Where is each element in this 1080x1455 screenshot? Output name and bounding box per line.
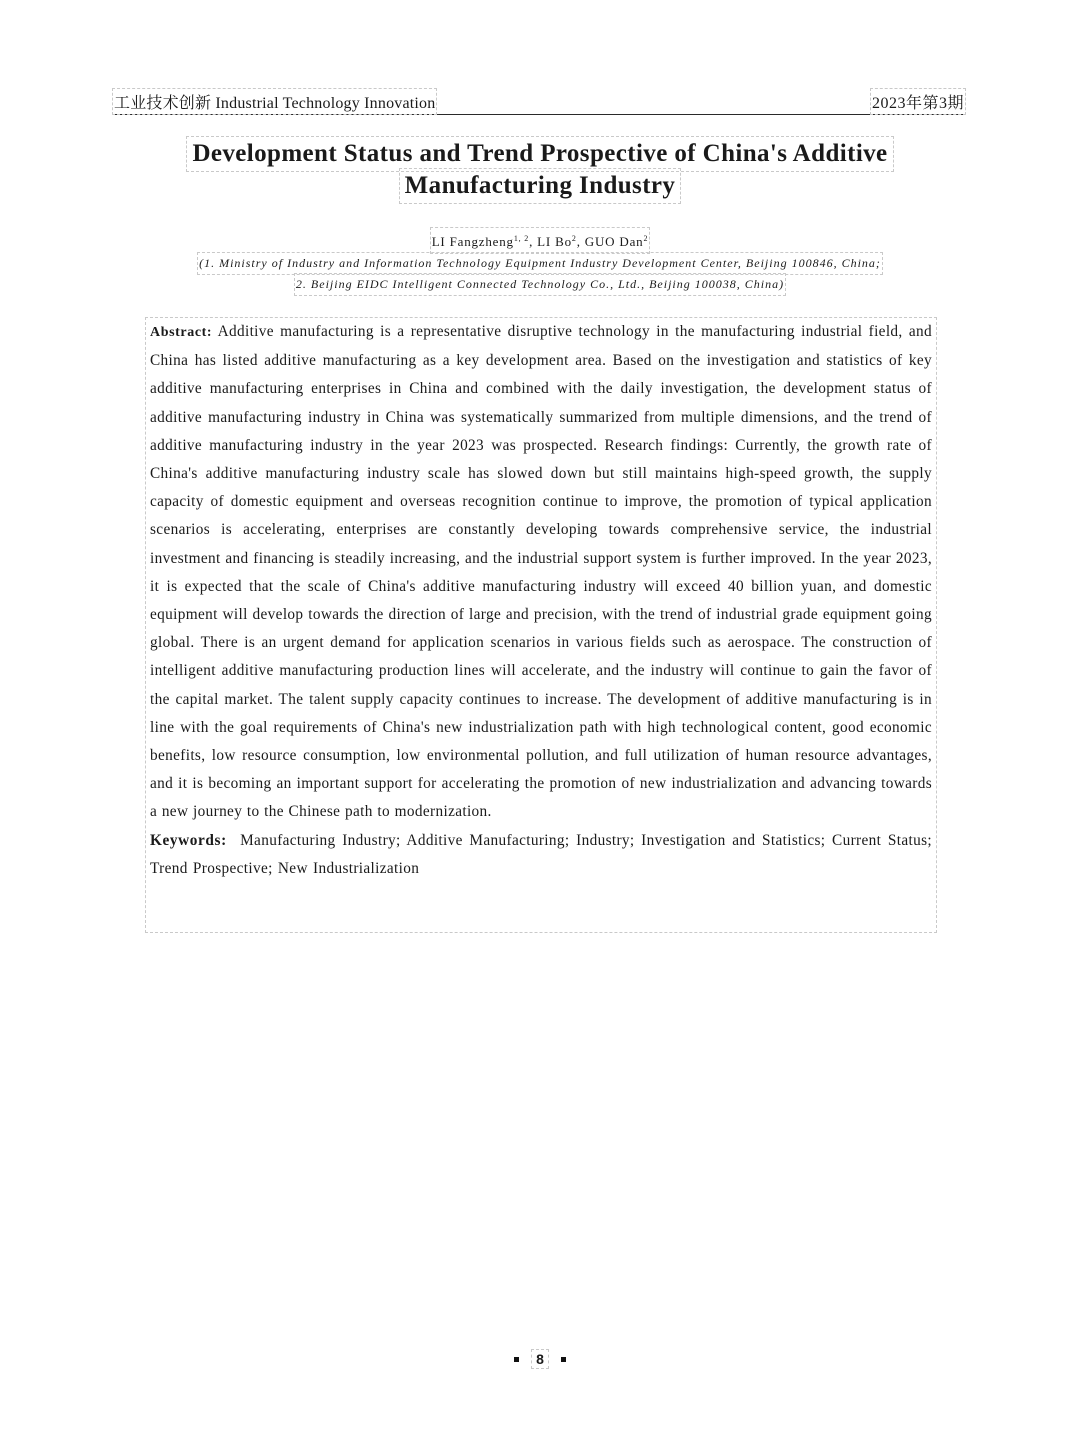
paper-title	[0, 138, 1080, 202]
keywords-body: Manufacturing Industry; Additive Manufacturing; Industry; Investigation and Statistics; Current Status; Trend Prospective; New Industrialization	[150, 831, 932, 877]
abstract-section	[146, 318, 936, 932]
author-separator: ,	[576, 234, 585, 249]
affiliation-line-2: 2. Beijing EIDC Intelligent Connected Technology Co., Ltd., Beijing 100038, China)	[296, 275, 784, 294]
bullet-square-icon	[514, 1357, 519, 1362]
author-affiliation-mark: 2	[643, 234, 649, 243]
issue-label: 2023年第3期	[872, 90, 964, 113]
title-line-2: Manufacturing Industry	[401, 170, 680, 202]
abstract-paragraph	[150, 318, 932, 827]
running-header	[114, 86, 966, 115]
keywords-paragraph	[150, 827, 932, 883]
journal-name: 工业技术创新 Industrial Technology Innovation	[114, 90, 435, 113]
author-affiliation-mark: 1, 2	[513, 234, 530, 243]
abstract-label: Abstract:	[150, 325, 213, 340]
page-number: 8	[533, 1351, 547, 1367]
author-separator: ,	[529, 234, 538, 249]
affiliation-line-1: (1. Ministry of Industry and Information Technology Equipment Industry Development Center, Beijing 100846, China;	[199, 254, 881, 273]
keywords-label: Keywords:	[150, 831, 227, 849]
author-affiliation-mark: 2	[571, 234, 577, 243]
abstract-body: Additive manufacturing is a representative disruptive technology in the manufacturing industrial field, and China has listed additive manufacturing as a key development area. Based on the investigation and statistics of key additive manufacturing enterprises in China and combined with the daily investigation, the development status of additive manufacturing industry in China was systematically summarized from multiple dimensions, and the trend of additive manufacturing industry in the year 2023 was prospected. Research findings: Currently, the growth rate of China's additive manufacturing industry scale has slowed down but still maintains high-speed growth, the supply capacity of domestic equipment and overseas recognition continue to improve, the promotion of typical application scenarios is accelerating, enterprises are constantly developing towards comprehensive service, the industrial investment and financing is steadily increasing, and the industrial support system is further improved. In the year 2023, it is expected that the scale of China's additive manufacturing industry will exceed 40 billion yuan, and domestic equipment will develop towards the direction of large and precision, with the trend of industrial grade equipment going global. There is an urgent demand for application scenarios in various fields such as aerospace. The construction of intelligent additive manufacturing production lines will accelerate, and the industry will continue to gain the favor of the capital market. The talent supply capacity continues to increase. The development of additive manufacturing is in line with the goal requirements of China's new industrialization path with high technological content, good economic benefits, low resource consumption, low environmental pollution, and full utilization of human resource advantages, and it is becoming an important support for accelerating the promotion of new industrialization and advancing towards a new journey to the Chinese path to modernization.	[150, 323, 932, 821]
author-name: GUO Dan	[584, 234, 644, 249]
author-name: LI Fangzheng	[431, 234, 514, 249]
page-footer	[0, 1350, 1080, 1367]
author-block	[0, 229, 1080, 294]
author-list	[432, 229, 649, 252]
bullet-square-icon	[561, 1357, 566, 1362]
author-name: LI Bo	[537, 234, 572, 249]
title-line-1: Development Status and Trend Prospective of China's Additive	[188, 138, 891, 170]
